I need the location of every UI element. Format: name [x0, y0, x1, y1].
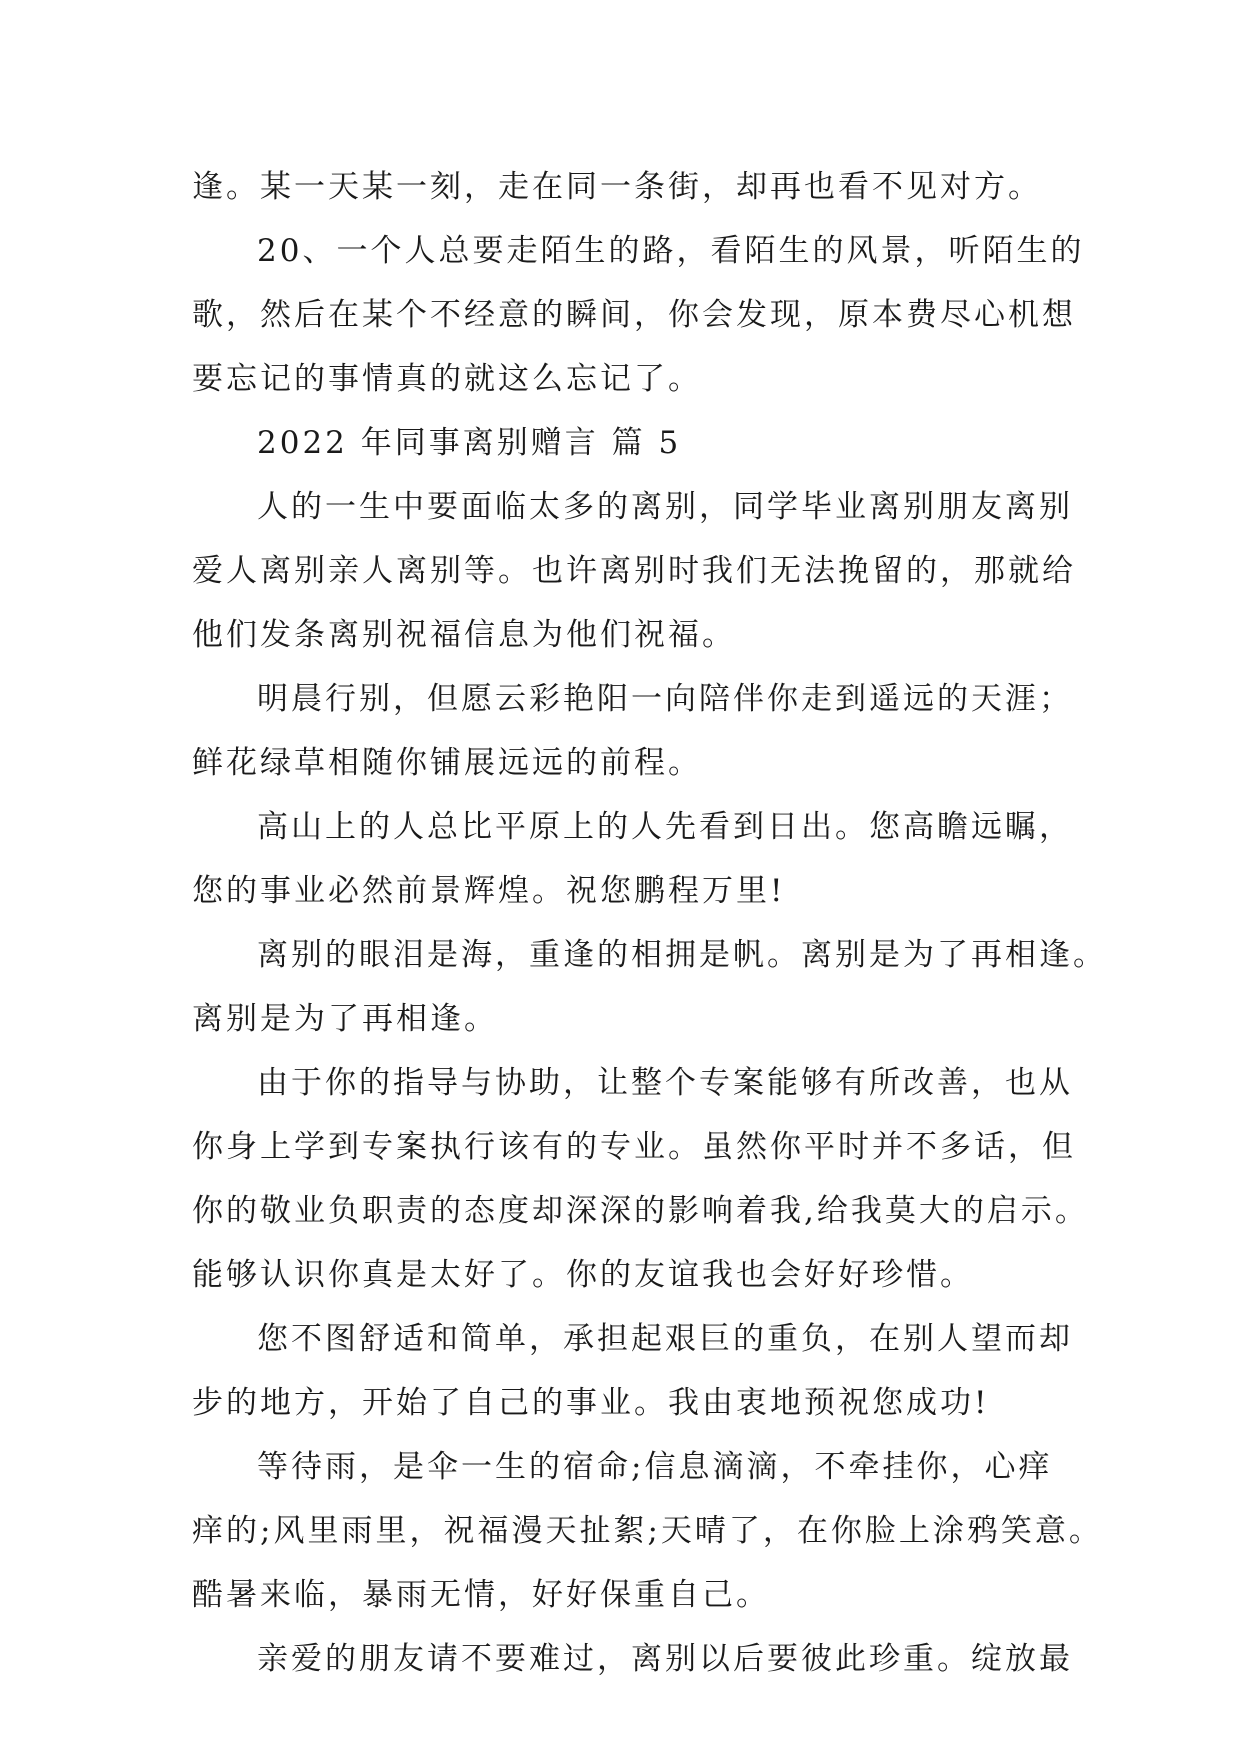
text-line: 你身上学到专案执行该有的专业。虽然你平时并不多话，但 — [192, 1129, 1076, 1165]
text-line: 明晨行别，但愿云彩艳阳一向陪伴你走到遥远的天涯； — [257, 681, 1073, 717]
text-line: 逢。某一天某一刻，走在同一条街，却再也看不见对方。 — [192, 169, 1042, 205]
text-line: 鲜花绿草相随你铺展远远的前程。 — [192, 745, 702, 781]
text-line: 要忘记的事情真的就这么忘记了。 — [192, 361, 702, 397]
text-line: 能够认识你真是太好了。你的友谊我也会好好珍惜。 — [192, 1257, 974, 1293]
text-line: 20、一个人总要走陌生的路，看陌生的风景，听陌生的 — [257, 233, 1085, 269]
text-line: 您不图舒适和简单，承担起艰巨的重负，在别人望而却 — [257, 1321, 1073, 1357]
section-heading: 2022 年同事离别赠言 篇 5 — [257, 425, 682, 461]
document-body — [192, 155, 1107, 1691]
text-line: 痒的;风里雨里，祝福漫天扯絮;天晴了，在你脸上涂鸦笑意。 — [192, 1513, 1103, 1549]
text-line: 亲爱的朋友请不要难过，离别以后要彼此珍重。绽放最 — [257, 1641, 1073, 1677]
text-line: 他们发条离别祝福信息为他们祝福。 — [192, 617, 736, 653]
text-line: 你的敬业负职责的态度却深深的影响着我,给我莫大的启示。 — [192, 1193, 1089, 1229]
text-line: 酷暑来临，暴雨无情，好好保重自己。 — [192, 1577, 770, 1613]
text-line: 步的地方，开始了自己的事业。我由衷地预祝您成功! — [192, 1385, 990, 1421]
text-line: 歌，然后在某个不经意的瞬间，你会发现，原本费尽心机想 — [192, 297, 1076, 333]
text-line: 人的一生中要面临太多的离别，同学毕业离别朋友离别 — [257, 489, 1073, 525]
text-line: 离别的眼泪是海，重逢的相拥是帆。离别是为了再相逢。 — [257, 937, 1107, 973]
text-line: 爱人离别亲人离别等。也许离别时我们无法挽留的，那就给 — [192, 553, 1076, 589]
text-line: 高山上的人总比平原上的人先看到日出。您高瞻远瞩， — [257, 809, 1073, 845]
text-line: 您的事业必然前景辉煌。祝您鹏程万里! — [192, 873, 786, 909]
text-line: 等待雨，是伞一生的宿命;信息滴滴，不牵挂你，心痒 — [257, 1449, 1053, 1485]
text-line: 离别是为了再相逢。 — [192, 1001, 498, 1037]
text-line: 由于你的指导与协助，让整个专案能够有所改善，也从 — [257, 1065, 1073, 1101]
